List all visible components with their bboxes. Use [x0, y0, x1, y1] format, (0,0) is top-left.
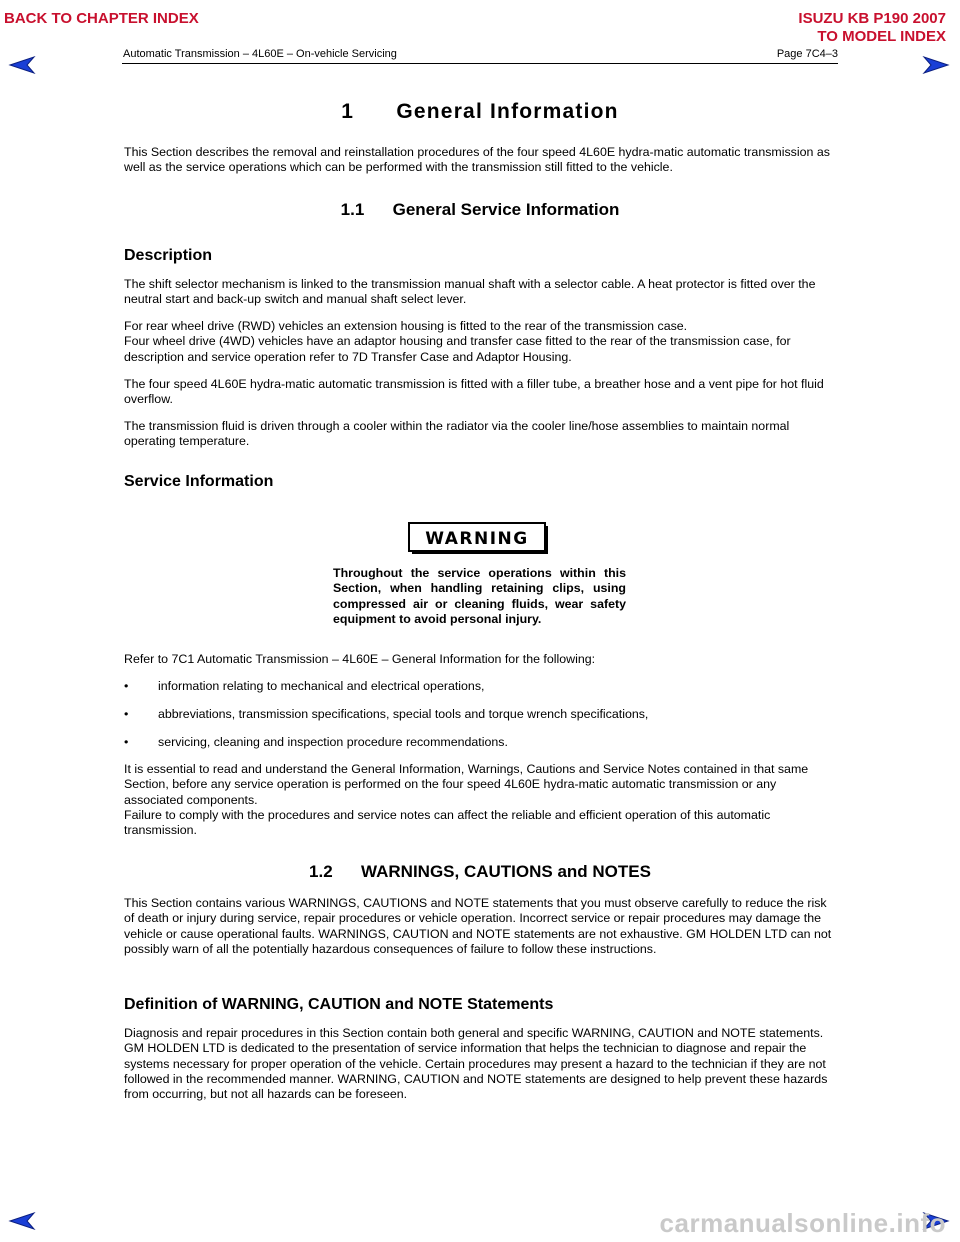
service-information-heading: Service Information	[124, 473, 274, 490]
section-intro: This Section describes the removal and reinstallation procedures of the four speed 4L60E hydra-matic automatic transmission as well as the service operations which can be performed with the transmission still fitted to the vehicle.	[124, 145, 830, 175]
running-header-title: Automatic Transmission – 4L60E – On-vehicle Servicing	[123, 48, 397, 60]
warning-badge	[408, 522, 548, 554]
bullet-icon: •	[124, 735, 129, 749]
paragraph-filler-tube: The four speed 4L60E hydra-matic automatic transmission is fitted with a filler tube, a breather hose and a vent pipe for hot fluid overflow.	[124, 377, 824, 407]
list-item: • information relating to mechanical and electrical operations,	[124, 679, 485, 693]
header-rule	[122, 63, 838, 64]
section-title: 1 General Information	[341, 100, 619, 123]
paragraph-shift-selector: The shift selector mechanism is linked to the transmission manual shaft with a selector cable. A heat protector is fitted over the neutral start and back-up switch and manual shaft select lever.	[124, 277, 816, 307]
refer-paragraph: Refer to 7C1 Automatic Transmission – 4L60E – General Information for the following:	[124, 652, 596, 666]
definition-heading: Definition of WARNING, CAUTION and NOTE Statements	[124, 996, 554, 1013]
warning-text: Throughout the service operations within this Section, when handling retaining clips, using compressed air or cleaning fluids, wear safety equipment to avoid personal injury.	[333, 566, 626, 626]
paragraph-fluid-cooler: The transmission fluid is driven through a cooler within the radiator via the cooler line/hose assemblies to maintain normal operating temperature.	[124, 419, 790, 449]
list-item: • abbreviations, transmission specifications, special tools and torque wrench specifications,	[124, 707, 649, 721]
page-number: Page 7C4–3	[776, 48, 838, 60]
bullet-icon: •	[124, 707, 129, 721]
list-item: • servicing, cleaning and inspection procedure recommendations.	[124, 735, 508, 749]
subsection-title-1-2: 1.2 WARNINGS, CAUTIONS and NOTES	[309, 862, 651, 881]
description-heading: Description	[124, 247, 213, 264]
paragraph-definition: Diagnosis and repair procedures in this Section contain both general and specific WARNING, CAUTION and NOTE statements. GM HOLDEN LTD is dedicated to the presentation of service information that helps the technician to diagnose and repair the systems necessary for proper operation of the vehicle. Certain procedures may present a hazard to the technician if they are not followed in the recommended manner. WARNING, CAUTION and NOTE statements are designed to help prevent these hazards from occurring, but not all hazards can be foreseen.	[124, 1026, 828, 1102]
bullet-icon: •	[124, 679, 129, 693]
paragraph-warnings-intro: This Section contains various WARNINGS, CAUTIONS and NOTE statements that you must observe carefully to reduce the risk of death or injury during service, repair procedures or vehicle operation. Incorrect service or repair procedures may damage the vehicle or cause operational faults. WARNINGS, CAUTION and NOTE statements are not exhaustive. GM HOLDEN LTD can not possibly warn of all the potentially hazardous consequences of failure to follow these instructions.	[124, 896, 832, 956]
paragraph-housing: For rear wheel drive (RWD) vehicles an extension housing is fitted to the rear of the transmission case. Four wheel drive (4WD) vehicles have an adaptor housing and transfer case fitted to the rear of the transmission case, for description and service operation refer to 7D Transfer Case and Adaptor Housing.	[124, 319, 791, 364]
back-to-chapter-index-link[interactable]: BACK TO CHAPTER INDEX	[4, 10, 199, 27]
previous-page-arrow-icon[interactable]	[8, 56, 36, 74]
next-page-arrow-icon[interactable]	[922, 56, 950, 74]
warning-badge-label: WARNING	[425, 529, 529, 549]
paragraph-essential: It is essential to read and understand the General Information, Warnings, Cautions and Service Notes contained in that same Section, before any service operation is performed on the four speed 4L60E hydra-matic automatic transmission or any associated components. Failure to comply with the procedures and service notes can affect the reliable and efficient operation of this automatic transmission.	[124, 762, 809, 838]
previous-page-arrow-bottom-icon[interactable]	[8, 1212, 36, 1230]
watermark-text: carmanualsonline.info	[659, 1208, 946, 1238]
to-model-index-link[interactable]: TO MODEL INDEX	[817, 28, 946, 45]
subsection-title-1-1: 1.1 General Service Information	[340, 200, 620, 219]
model-title-link[interactable]: ISUZU KB P190 2007	[798, 10, 946, 27]
